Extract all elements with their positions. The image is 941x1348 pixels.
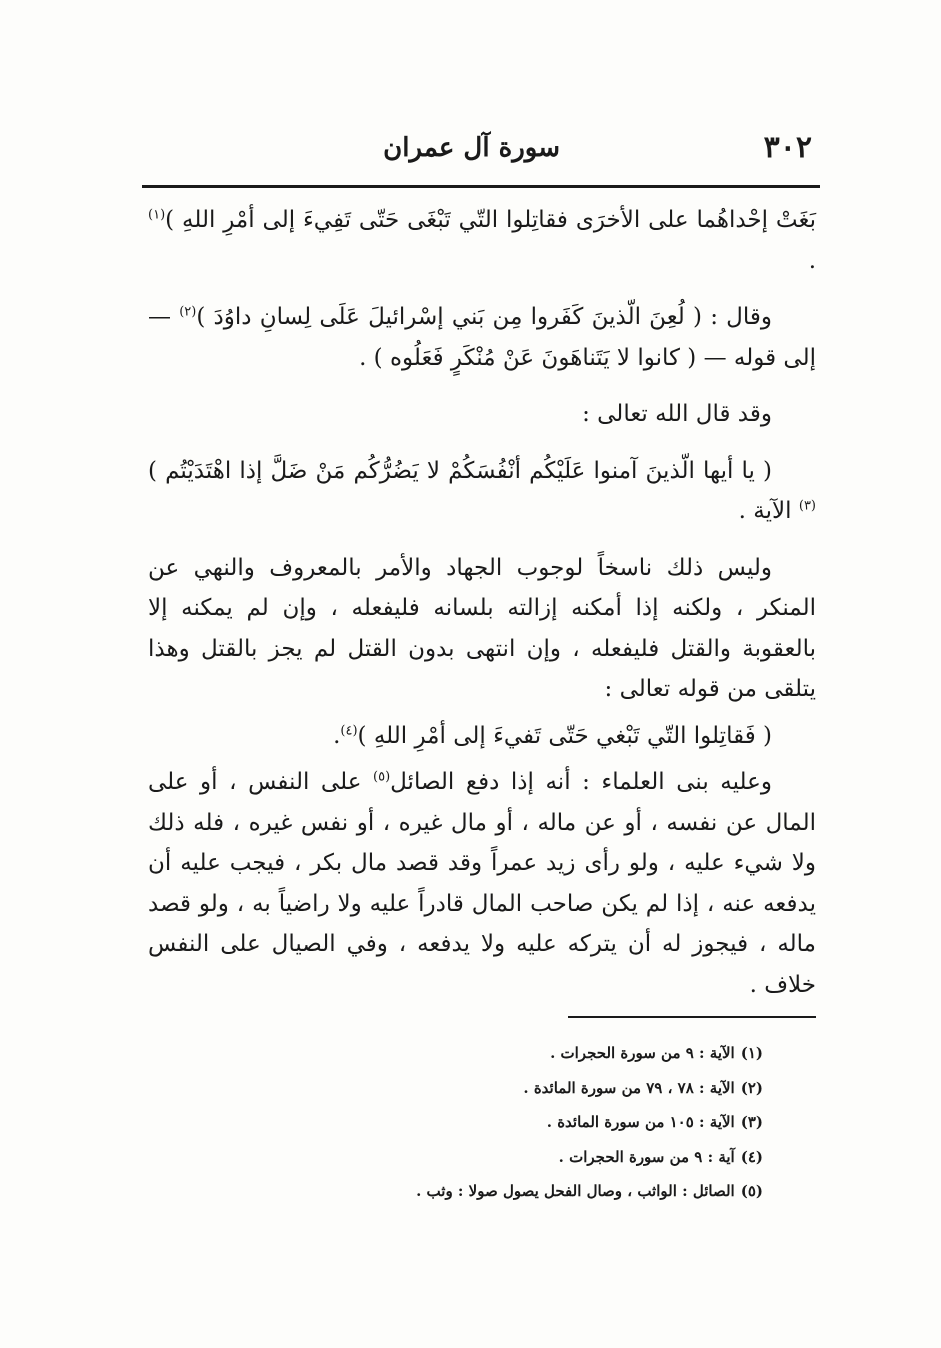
body-text [148, 200, 816, 1021]
paragraph-tail: — إلى قوله — ( كانوا لا يَتَناهَونَ عَنْ مُنْكَرٍ فَعَلُوه ) . [148, 304, 816, 371]
paragraph-text: وليس ذلك ناسخاً لوجوب الجهاد والأمر بالمعروف والنهي عن المنكر ، ولكنه إذا أمكنه إزالته بلسانه فليفعله ، وإن لم يمكنه إلا بالعقوبة والقتل فليفعله ، وإن انتهى بدون القتل لم يجز بالقتل وهذا يتلقى من قوله تعالى : [148, 554, 816, 702]
footnote-4 [263, 1140, 763, 1175]
footnote-2 [263, 1071, 763, 1106]
paragraph-tail: الآية . [738, 498, 799, 524]
footnote-ref-5: (٥) [373, 769, 391, 785]
paragraph-6 [148, 716, 816, 757]
footnote-mark: (١) [740, 1044, 763, 1062]
paragraph-4 [148, 451, 816, 532]
paragraph-text: وقد قال الله تعالى : [582, 401, 772, 427]
footnote-mark: (٥) [740, 1182, 763, 1200]
footnote-text: الصائل : الواثب ، وصال الفحل يصول صولا : وثب . [416, 1182, 735, 1200]
footnote-text: الآية : ١٠٥ من سورة المائدة . [546, 1113, 735, 1131]
paragraph-tail: على النفس ، أو على المال عن نفسه ، أو عن ماله ، أو مال غيره ، أو نفس غيره ، فله ذلك ولا شيء عليه ، ولو رأى زيد عمراً وقد قصد مال بكر ، فيجب عليه أن يدفعه عنه ، إذا لم يكن صاحب المال قادراً عليه ولا راضياً به ، ولو قصد ماله ، فيجوز له أن يتركه عليه ولا يدفعه ، وفي الصيال على النفس خلاف . [148, 769, 816, 998]
footnote-mark: (٢) [740, 1078, 763, 1097]
footnote-text: آية : ٩ من سورة الحجرات . [558, 1147, 735, 1166]
footnote-ref-1: (١) [148, 207, 166, 223]
paragraph-1 [148, 200, 816, 281]
footnote-mark: (٣) [740, 1113, 763, 1131]
paragraph-text: ( فَقاتِلوا التّي تَبْغي حَتّى تَفيءَ إلى أمْرِ اللهِ ) [357, 722, 772, 749]
header-rule [142, 185, 820, 188]
footnote-3 [263, 1105, 763, 1140]
footnote-mark: (٤) [740, 1147, 763, 1166]
paragraph-text: بَغَتْ إحْداهُما على الأخرَى فقاتِلوا التّي تَبْغَى حَتّى تَفِيءَ إلى أمْرِ اللهِ ) [165, 207, 816, 233]
page-number: ٣٠٢ [763, 130, 812, 165]
footnote-ref-4: (٤) [340, 722, 358, 738]
paragraph-tail: . [808, 247, 816, 274]
footnote-rule [568, 1016, 816, 1018]
footnote-1 [263, 1036, 763, 1071]
footnote-text: الآية : ٩ من سورة الحجرات . [550, 1044, 735, 1062]
paragraph-text: وقال : ( لُعِنَ الّذينَ كَفَروا مِن بَني إسْرائيلَ عَلَى لِسانِ داوُدَ ) [196, 304, 772, 330]
footnote-ref-2: (٢) [179, 304, 197, 320]
footnote-5 [263, 1174, 763, 1209]
paragraph-text: ( يا أيها الّذينَ آمنوا عَلَيْكُم أنْفُسَكُمْ لا يَضُرُّكُم مَنْ ضَلَّ إذا اهْتَدَيْتُم ) [148, 457, 772, 484]
footnotes [263, 1036, 763, 1209]
paragraph-7 [148, 762, 816, 1005]
paragraph-text: وعليه بنى العلماء : أنه إذا دفع الصائل [390, 769, 772, 795]
footnote-ref-3: (٣) [798, 498, 816, 514]
paragraph-5 [148, 548, 816, 710]
paragraph-2 [148, 297, 816, 378]
paragraph-tail: . [333, 722, 341, 749]
running-title: سورة آل عمران [383, 133, 560, 163]
page-header [140, 128, 820, 168]
paragraph-3 [148, 394, 816, 435]
footnote-text: الآية : ٧٨ ، ٧٩ من سورة المائدة . [523, 1078, 735, 1097]
